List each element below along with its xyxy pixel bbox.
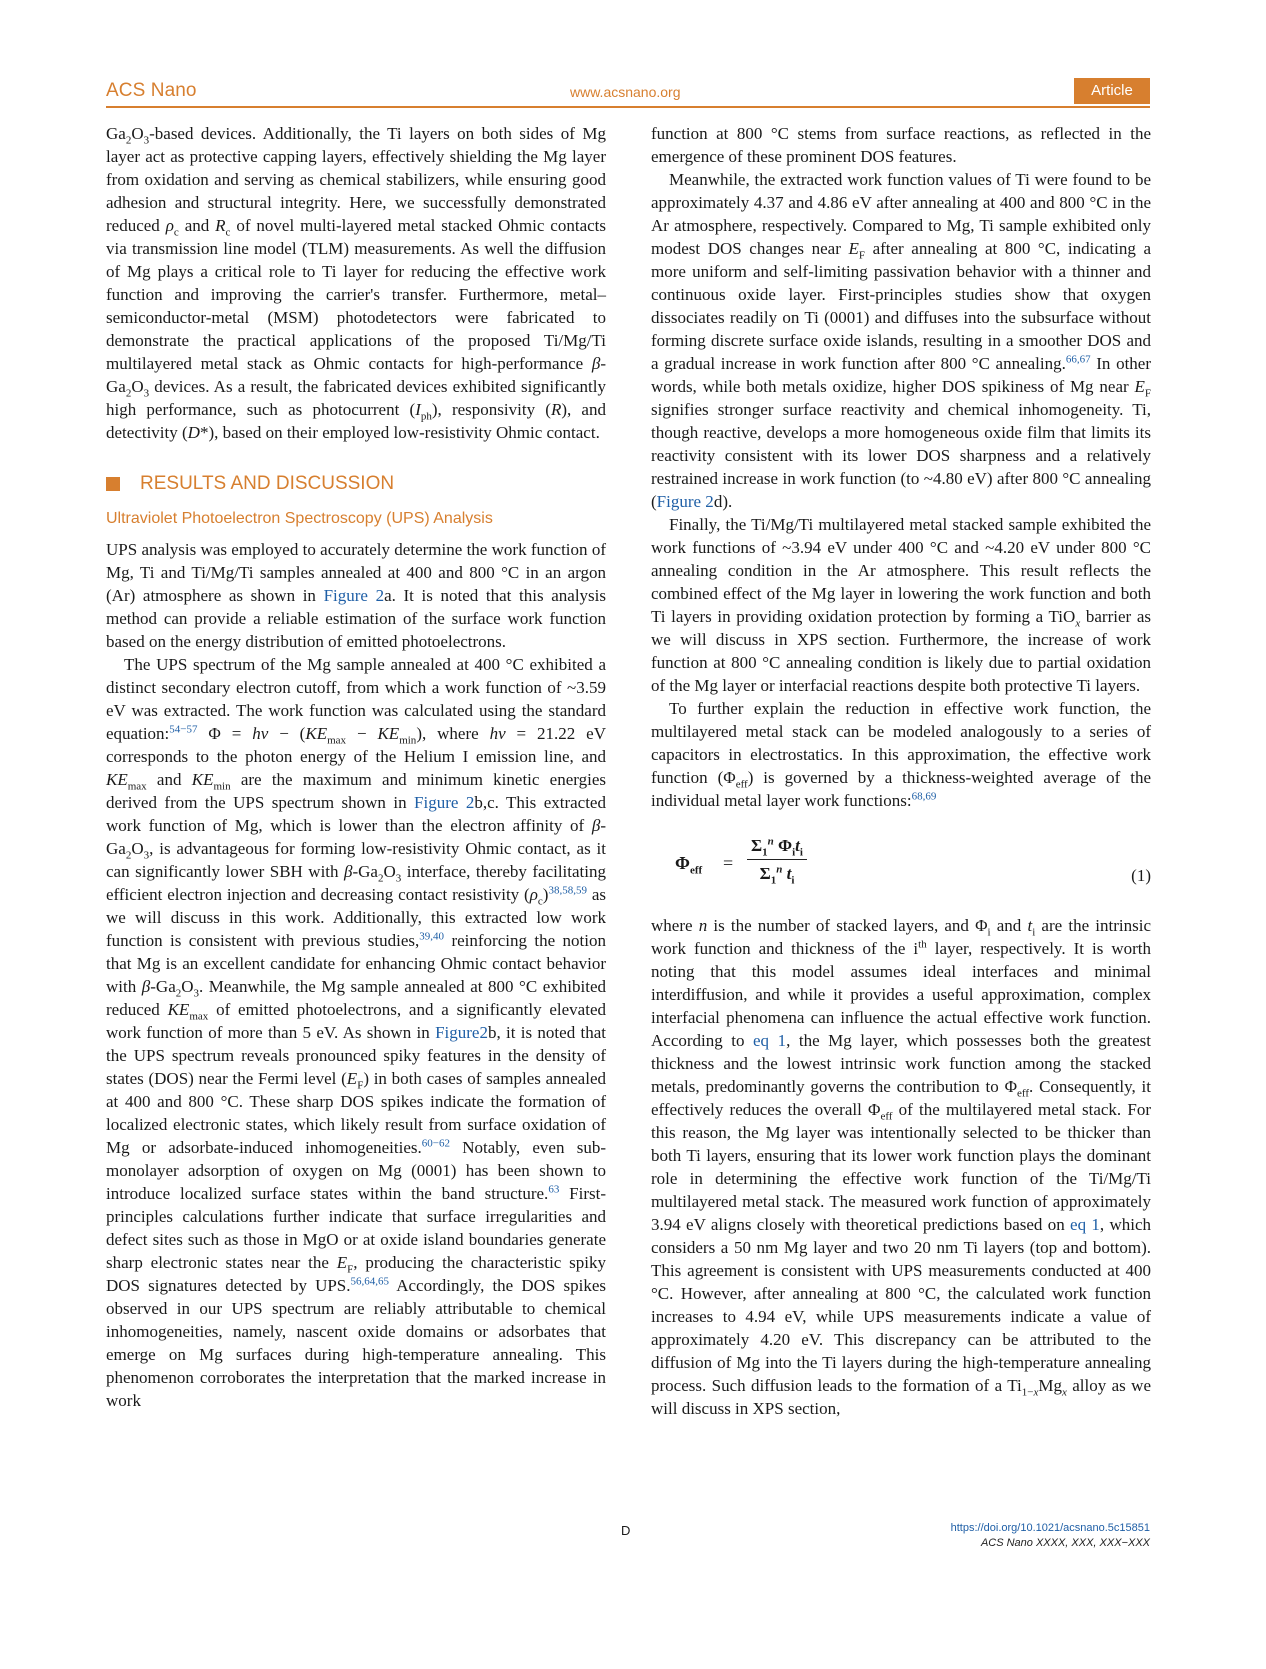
equation-fraction bbox=[747, 834, 807, 885]
ti-paragraph: Meanwhile, the extracted work function values of Ti were found to be approximately 4.37 and 4.86 eV after annealing at 400 and 800 °C in the Ar atmosphere, respectively. Compared to Mg, Ti sample exhibited only modest DOS changes near $E_F$ after annealing at 800 °C, indicating a more uniform and self-limiting passivation behavior with a thinner and continuous oxide layer. First-principles studies show that oxygen dissociates readily on Ti (0001) and diffuses into the subsurface without forming discrete surface oxide islands, resulting in a smoother DOS and a gradual increase in work function after 800 °C annealing.$^{66,67}$ In other words, while both metals oxidize, higher DOS spikiness of Mg near $E_F$ signifies stronger surface reactivity and chemical inhomogeneity. Ti, though reactive, develops a more homogeneous oxide film that limits its reactivity consistent with its lower DOS sharpness and a relatively restrained increase in work function (to ~4.80 eV) after 800 °C annealing (Figure 2d). bbox=[651, 170, 1151, 511]
section-heading bbox=[106, 472, 606, 495]
citation-link[interactable]: 38,58,59 bbox=[548, 884, 587, 897]
capacitor-paragraph: To further explain the reduction in effective work function, the multilayered metal stack can be modeled analogously to a series of capacitors in electrostatics. In this approximation, the effective work function $(\Phi_{eff})$ is governed by a thickness-weighted average of the individual metal layer work functions:$^{68,69}$ bbox=[651, 699, 1151, 810]
equation-1 bbox=[651, 834, 1151, 898]
equation-denominator: $\Sigma_1^n$ $t_i$ bbox=[759, 863, 795, 887]
continuation-paragraph: function at 800 °C stems from surface reactions, as reflected in the emergence of these prominent DOS features. bbox=[651, 124, 1151, 166]
figure-2-link[interactable]: Figure 2 bbox=[323, 586, 385, 605]
equation-numerator: $\Sigma_1^n$ $\Phi_it_i$ bbox=[747, 834, 807, 860]
citation-link[interactable]: 54−57 bbox=[169, 723, 198, 736]
figure-2-link[interactable]: Figure2 bbox=[435, 1023, 488, 1042]
figure-2-link[interactable]: Figure 2 bbox=[414, 793, 475, 812]
page-header bbox=[106, 80, 1150, 108]
equation-lhs: $\Phi_{eff}$ bbox=[675, 853, 703, 877]
subsection-heading: Ultraviolet Photoelectron Spectroscopy (UPS) Analysis bbox=[106, 510, 493, 527]
section-square-icon bbox=[106, 477, 120, 491]
equation-1-link[interactable]: eq 1 bbox=[753, 1031, 787, 1050]
doi-link[interactable]: https://doi.org/10.1021/acsnano.5c15851 bbox=[950, 1522, 1150, 1534]
page-footer bbox=[951, 1521, 1150, 1551]
right-column bbox=[651, 122, 1151, 1420]
citation-link[interactable]: 68,69 bbox=[911, 790, 937, 803]
ups-paragraph-2: The UPS spectrum of the Mg sample annealed at 400 °C exhibited a distinct secondary electron cutoff, from which a work function of ~3.59 eV was extracted. The work function was calculated using the standard equation:$^{54-57}$ $\Phi = h\nu - (KE_{max} - KE_{min})$, where hν = 21.22 eV corresponds to the photon energy of the Helium I emission line, and $KE_{max}$ and $KE_{min}$ are the maximum and minimum kinetic energies derived from the UPS spectrum shown in Figure 2b,c. This extracted work function of Mg, which is lower than the electron affinity of $\beta-Ga_2O_3$, is advantageous for forming low-resistivity Ohmic contact, as it can significantly lower SBH with $\beta-Ga_2O_3$ interface, thereby facilitating efficient electron injection and decreasing contact resistivity $(\rho_c)^{38,58,59}$ as we will discuss in this work. Additionally, this extracted low work function is consistent with previous studies,$^{39,40}$ reinforcing the notion that Mg is an excellent candidate for enhancing Ohmic contact behavior with $\beta-Ga_2O_3$. Meanwhile, the Mg sample annealed at 800 °C exhibited reduced $KE_{max}$ of emitted photoelectrons, and a significantly elevated work function of more than 5 eV. As shown in Figure2b, it is noted that the UPS spectrum reveals pronounced spiky features in the density of states (DOS) near the Fermi level $(E_F)$ in both cases of samples annealed at 400 and 800 °C. These sharp DOS spikes indicate the formation of localized electronic states, which likely result from surface oxidation of Mg or adsorbate-induced inhomogeneities.$^{60-62}$ Notably, even sub-monolayer adsorption of oxygen on Mg (0001) has been shown to introduce localized surface states within the band structure.$^{63}$ First-principles calculations further indicate that surface irregularities and defect sites such as those in MgO or at oxide island boundaries generate sharp electronic states near the $E_F$, producing the characteristic spiky DOS signatures detected by UPS.$^{56,64,65}$ Accordingly, the DOS spikes observed in our UPS spectrum are reliably attributable to chemical inhomogeneities, namely, nascent oxide domains or adsorbates that emerge on Mg surfaces during high-temperature annealing. This phenomenon corroborates the interpretation that the marked increase in work bbox=[106, 655, 607, 1410]
section-heading-text: RESULTS AND DISCUSSION bbox=[140, 473, 395, 494]
citation-link[interactable]: 63 bbox=[548, 1183, 560, 1196]
left-column bbox=[106, 122, 606, 1412]
citation-link[interactable]: 66,67 bbox=[1065, 353, 1091, 366]
article-type-badge: Article bbox=[1074, 78, 1150, 104]
intro-paragraph: $Ga_2O_3$-based devices. Additionally, the Ti layers on both sides of Mg layer act as protective capping layers, effectively shielding the Mg layer from oxidation and serving as chemical stabilizers, while ensuring good adhesion and structural integrity. Here, we successfully demonstrated reduced $\rho_c$ and $R_c$ of novel multi-layered metal stacked Ohmic contacts via transmission line model (TLM) measurements. As well the diffusion of Mg plays a critical role to Ti layer for reducing the effective work function and improving the carrier's transfer. Furthermore, metal–semiconductor-metal (MSM) photodetectors were fabricated to demonstrate the practical applications of the proposed Ti/Mg/Ti multilayered metal stack as Ohmic contacts for high-performance $\beta-Ga_2O_3$ devices. As a result, the fabricated devices exhibited significantly high performance, such as photocurrent $(I_{ph})$, responsivity (R), and detectivity (D*), based on their employed low-resistivity Ohmic contact. bbox=[106, 124, 606, 442]
journal-name: ACS Nano bbox=[106, 80, 197, 101]
ups-paragraph-1: UPS analysis was employed to accurately determine the work function of Mg, Ti and Ti/Mg/Ti samples annealed at 400 and 800 °C in an argon (Ar) atmosphere as shown in Figure 2a. It is noted that this analysis method can provide a reliable estimation of the surface work function based on the energy distribution of emitted photoelectrons. bbox=[106, 540, 606, 651]
stack-paragraph: Finally, the Ti/Mg/Ti multilayered metal stacked sample exhibited the work functions of ~3.94 eV under 400 °C and ~4.20 eV under 800 °C annealing condition in the Ar atmosphere. This result reflects the combined effect of the Mg layer in lowering the work function and both Ti layers in providing oxidation protection by forming a TiO$_x$ barrier as we will discuss in XPS section. Furthermore, the increase of work function at 800 °C annealing condition is likely due to partial oxidation of the Mg layer or interfacial reactions despite both protective Ti layers. bbox=[651, 515, 1151, 695]
journal-url-link[interactable]: www.acsnano.org bbox=[570, 84, 681, 100]
citation-link[interactable]: 56,64,65 bbox=[350, 1275, 390, 1288]
citation-link[interactable]: 39,40 bbox=[419, 930, 445, 943]
citation-line: ACS Nano XXXX, XXX, XXX−XXX bbox=[980, 1537, 1150, 1549]
equation-1-link[interactable]: eq 1 bbox=[1070, 1215, 1100, 1234]
equation-number: (1) bbox=[1131, 866, 1151, 885]
citation-link[interactable]: 60−62 bbox=[421, 1137, 450, 1150]
where-paragraph: where n is the number of stacked layers, and $\Phi_i$ and $t_i$ are the intrinsic work function and thickness of the $i^{th}$ layer, respectively. It is worth noting that this model assumes ideal interfaces and minimal interdiffusion, and while it provides a useful approximation, complex interfacial phenomena can influence the actual effective work function. According to eq 1, the Mg layer, which possesses both the greatest thickness and the lowest intrinsic work function among the stacked metals, predominantly governs the contribution to $\Phi_{eff}$. Consequently, it effectively reduces the overall $\Phi_{eff}$ of the multilayered metal stack. For this reason, the Mg layer was intentionally selected to be thicker than both Ti layers, ensuring that its lower work function plays the dominant role in determining the effective work function of the Ti/Mg/Ti multilayered metal stack. The measured work function of approximately 3.94 eV aligns closely with theoretical predictions based on eq 1, which considers a 50 nm Mg layer and two 20 nm Ti layers (top and bottom). This agreement is consistent with UPS measurements conducted at 400 °C. However, after annealing at 800 °C, the calculated work function increases to 4.94 eV, while UPS measurements indicate a value of approximately 4.20 eV. This discrepancy can be attributed to the diffusion of Mg into the Ti layers during the high-temperature annealing process. Such diffusion leads to the formation of a $Ti_{1-x}Mg_x$ alloy as we will discuss in XPS section, bbox=[651, 916, 1151, 1418]
figure-2-link[interactable]: Figure 2 bbox=[656, 492, 714, 511]
equation-equals: = bbox=[723, 853, 734, 873]
page-number: D bbox=[621, 1523, 631, 1538]
